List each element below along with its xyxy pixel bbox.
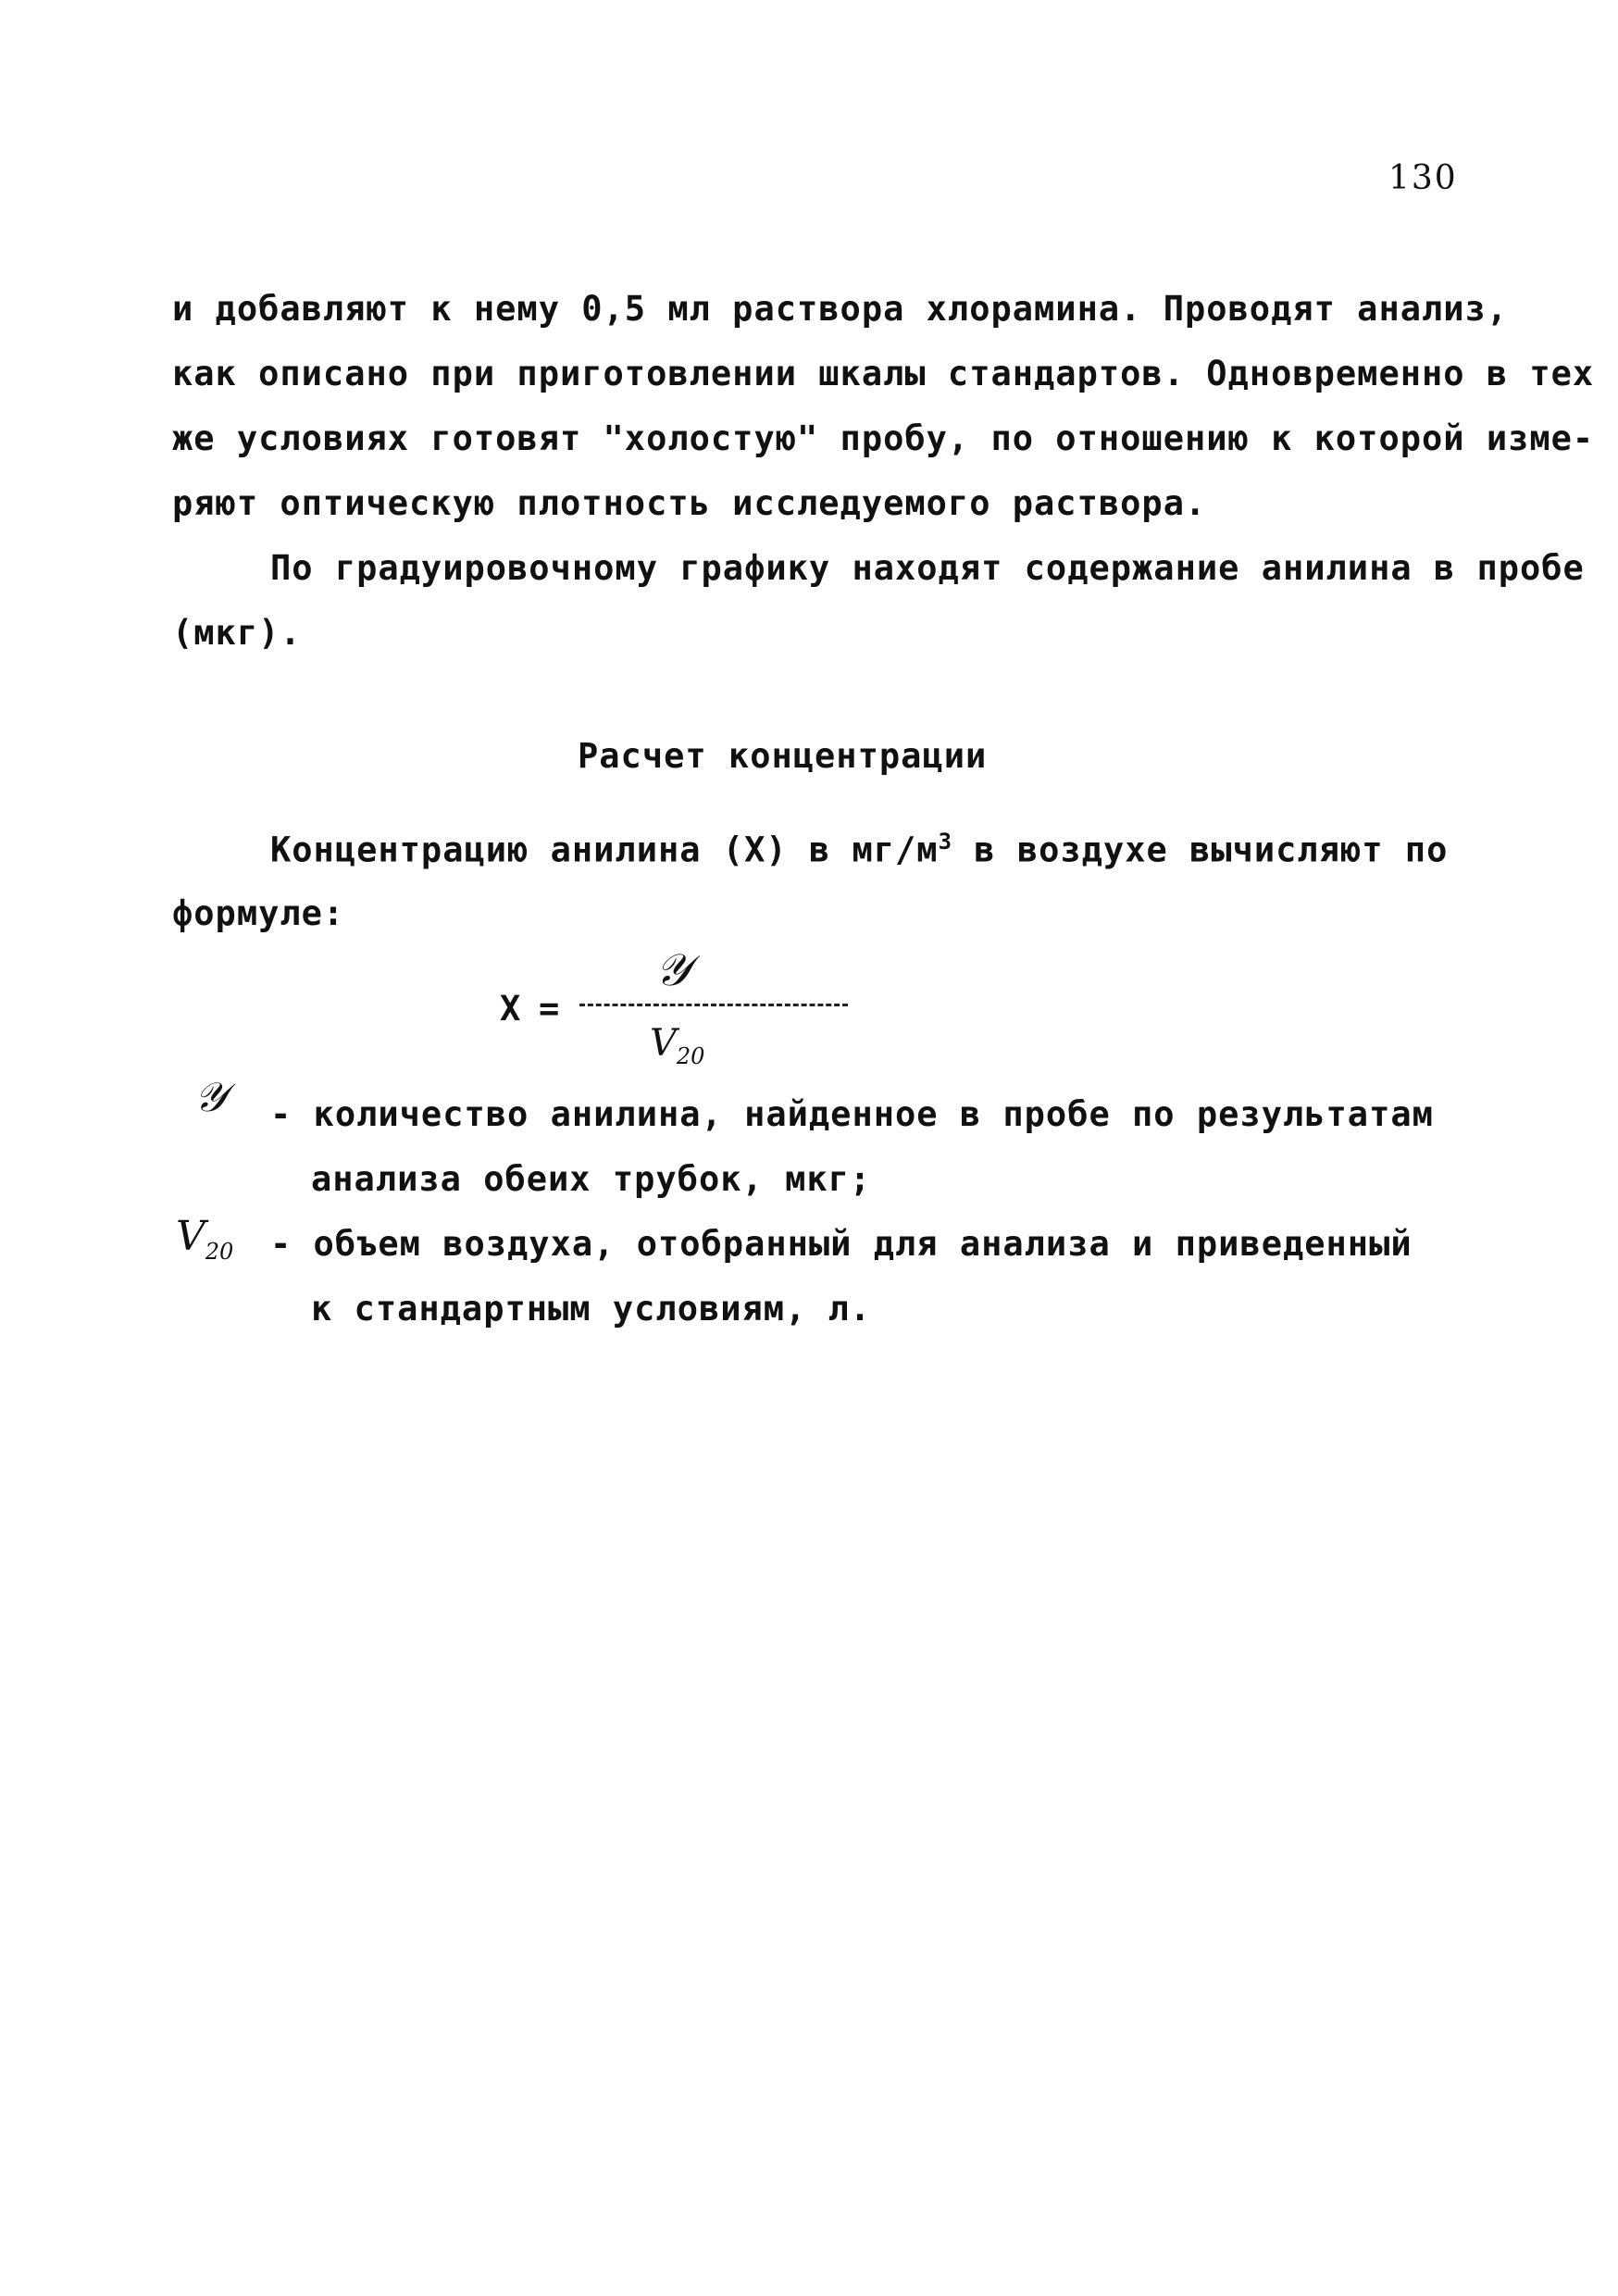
formula-intro-superscript: 3 xyxy=(938,829,953,855)
formula-lhs: X xyxy=(500,989,521,1029)
page-number: 130 xyxy=(1388,159,1458,197)
definition-symbol xyxy=(176,1213,233,1265)
paragraph-line: (мкг). xyxy=(172,613,302,653)
formula-intro-line: формуле: xyxy=(172,893,345,933)
definition-line: анализа обеих трубок, мкг; xyxy=(311,1159,872,1199)
concentration-formula xyxy=(491,944,861,1083)
paragraph-line: как описано при приготовлении шкалы стандартов. Одновременно в тех xyxy=(172,354,1595,393)
formula-denominator-base: V xyxy=(650,1022,677,1065)
fraction-bar xyxy=(579,1004,848,1006)
formula-intro-text: Концентрацию анилина (X) в мг/м xyxy=(270,830,939,870)
definition-symbol-base: V xyxy=(176,1213,205,1260)
formula-intro-line xyxy=(270,829,1448,869)
formula-equals: = xyxy=(539,989,560,1029)
definition-line: - объем воздуха, отобранный для анализа и приведенный xyxy=(270,1224,1413,1264)
paragraph-line: же условиях готовят "холостую" пробу, по отношению к которой изме- xyxy=(172,418,1595,458)
definition-symbol-sub: 20 xyxy=(205,1238,234,1265)
formula-numerator: 𝒴 xyxy=(655,944,691,996)
definition-symbol: 𝒴 xyxy=(194,1074,227,1121)
formula-intro-text-tail: в воздухе вычисляют по xyxy=(952,830,1449,870)
paragraph-line: ряют оптическую плотность исследуемого раствора. xyxy=(172,483,1207,523)
definition-line: - количество анилина, найденное в пробе по результатам xyxy=(270,1094,1434,1134)
section-heading: Расчет концентрации xyxy=(578,736,988,776)
formula-denominator-sub: 20 xyxy=(676,1043,705,1069)
paragraph-line: и добавляют к нему 0,5 мл раствора хлорамина. Проводят анализ, xyxy=(172,289,1509,329)
definition-line: к стандартным условиям, л. xyxy=(311,1289,872,1329)
paragraph-line: По градуировочному графику находят содержание анилина в пробе xyxy=(270,548,1585,588)
formula-denominator xyxy=(650,1022,704,1069)
